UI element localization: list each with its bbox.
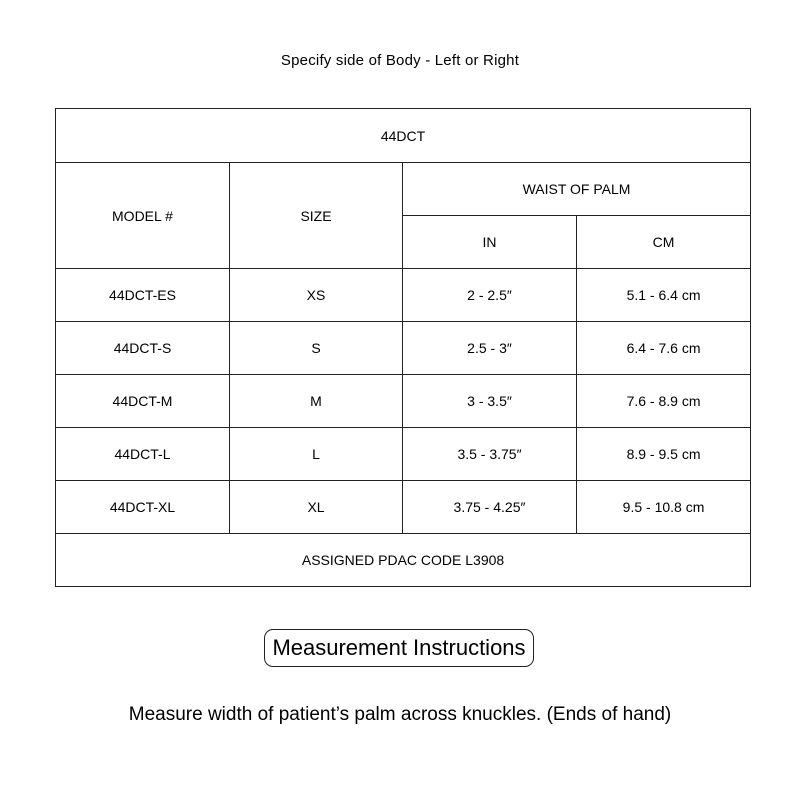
measurement-instructions-heading: Measurement Instructions — [264, 629, 534, 667]
cell-model: 44DCT-S — [56, 322, 230, 375]
table-row — [56, 428, 751, 481]
cell-in: 3 - 3.5″ — [403, 375, 577, 428]
header-in: IN — [403, 216, 577, 269]
side-of-body-note: Specify side of Body - Left or Right — [280, 52, 520, 69]
cell-size: M — [230, 375, 403, 428]
cell-cm: 7.6 - 8.9 cm — [577, 375, 751, 428]
header-waist-of-palm: WAIST OF PALM — [403, 163, 751, 216]
table-title: 44DCT — [56, 109, 751, 163]
cell-size: S — [230, 322, 403, 375]
cell-size: L — [230, 428, 403, 481]
cell-in: 3.5 - 3.75″ — [403, 428, 577, 481]
table-row — [56, 269, 751, 322]
cell-size: XS — [230, 269, 403, 322]
cell-model: 44DCT-XL — [56, 481, 230, 534]
table-row — [56, 481, 751, 534]
cell-in: 2 - 2.5″ — [403, 269, 577, 322]
table-title-row — [56, 109, 751, 163]
size-chart-table — [55, 108, 751, 587]
cell-model: 44DCT-L — [56, 428, 230, 481]
table-footer-row — [56, 534, 751, 587]
table-header-row — [56, 163, 751, 216]
table-row — [56, 375, 751, 428]
cell-in: 3.75 - 4.25″ — [403, 481, 577, 534]
cell-model: 44DCT-M — [56, 375, 230, 428]
cell-cm: 6.4 - 7.6 cm — [577, 322, 751, 375]
header-cm: CM — [577, 216, 751, 269]
measurement-instructions-text: Measure width of patient’s palm across knuckles. (Ends of hand) — [128, 704, 672, 725]
header-size: SIZE — [230, 163, 403, 269]
cell-cm: 9.5 - 10.8 cm — [577, 481, 751, 534]
cell-model: 44DCT-ES — [56, 269, 230, 322]
table-row — [56, 322, 751, 375]
pdac-code: ASSIGNED PDAC CODE L3908 — [56, 534, 751, 587]
header-model: MODEL # — [56, 163, 230, 269]
cell-cm: 5.1 - 6.4 cm — [577, 269, 751, 322]
cell-in: 2.5 - 3″ — [403, 322, 577, 375]
cell-size: XL — [230, 481, 403, 534]
cell-cm: 8.9 - 9.5 cm — [577, 428, 751, 481]
